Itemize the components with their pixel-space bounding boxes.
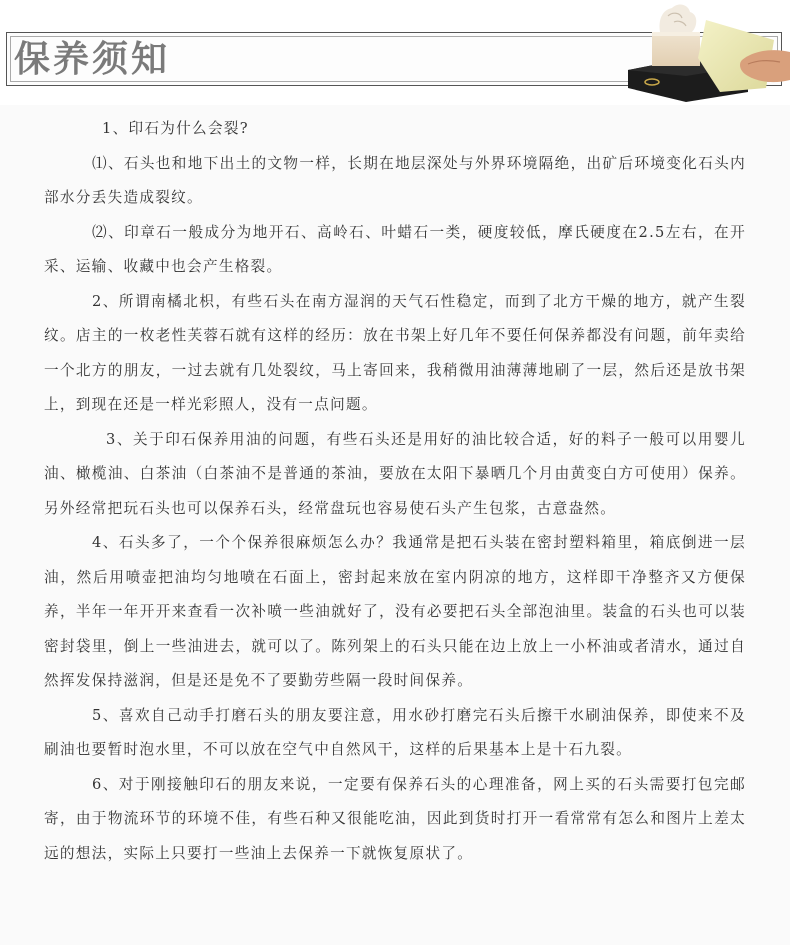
section-4: 4、石头多了，一个个保养很麻烦怎么办？我通常是把石头装在密封塑料箱里，箱底倒进一层油，然后用喷壶把油均匀地喷在石面上，密封起来放在室内阴凉的地方，这样即干净整齐又方便保养，半年一年开开来查看一次补喷一些油就好了，没有必要把石头全部泡油里。装盒的石头也可以装密封袋里，倒上一些油进去，就可以了。陈列架上的石头只能在边上放上一小杯油或者清水，通过自然挥发保持滋润，但是还是免不了要勤劳些隔一段时间保养。 [44, 534, 746, 689]
section-2: 2、所谓南橘北枳，有些石头在南方湿润的天气石性稳定，而到了北方干燥的地方，就产生裂纹。店主的一枚老性芙蓉石就有这样的经历：放在书架上好几年不要任何保养都没有问题，前年卖给一个北方的朋友，一过去就有几处裂纹，马上寄回来，我稍微用油薄薄地刷了一层，然后还是放书架上，到现在还是一样光彩照人，没有一点问题。 [44, 292, 746, 413]
section-1-question: 1、印石为什么会裂? [102, 120, 249, 137]
section-1-point-2: ⑵、印章石一般成分为地开石、高岭石、叶蜡石一类，硬度较低，摩氏硬度在2.5左右，在开采、运输、收藏中也会产生格裂。 [44, 223, 746, 275]
page-title: 保养须知 [14, 39, 171, 80]
section-6: 6、对于刚接触印石的朋友来说，一定要有保养石头的心理准备，网上买的石头需要打包完邮寄，由于物流环节的环境不佳，有些石种又很能吃油，因此到货时打开一看常常有怎么和图片上差太远的想法，实际上只要打一些油上去保养一下就恢复原状了。 [44, 775, 746, 862]
care-instructions [44, 112, 746, 871]
section-5: 5、喜欢自己动手打磨石头的朋友要注意，用水砂打磨完石头后擦干水刷油保养，即使来不及刷油也要暂时泡水里，不可以放在空气中自然风干，这样的后果基本上是十石九裂。 [44, 706, 746, 758]
section-3: 3、关于印石保养用油的问题，有些石头还是用好的油比较合适，好的料子一般可以用婴儿油、橄榄油、白茶油（白茶油不是普通的茶油，要放在太阳下暴晒几个月由黄变白方可使用）保养。另外经常把玩石头也可以保养石头，经常盘玩也容易使石头产生包浆，古意盎然。 [44, 430, 746, 517]
seal-stone-illustration [624, 0, 790, 105]
section-1-point-1: ⑴、石头也和地下出土的文物一样，长期在地层深处与外界环境隔绝，出矿后环境变化石头内部水分丢失造成裂纹。 [44, 154, 746, 206]
